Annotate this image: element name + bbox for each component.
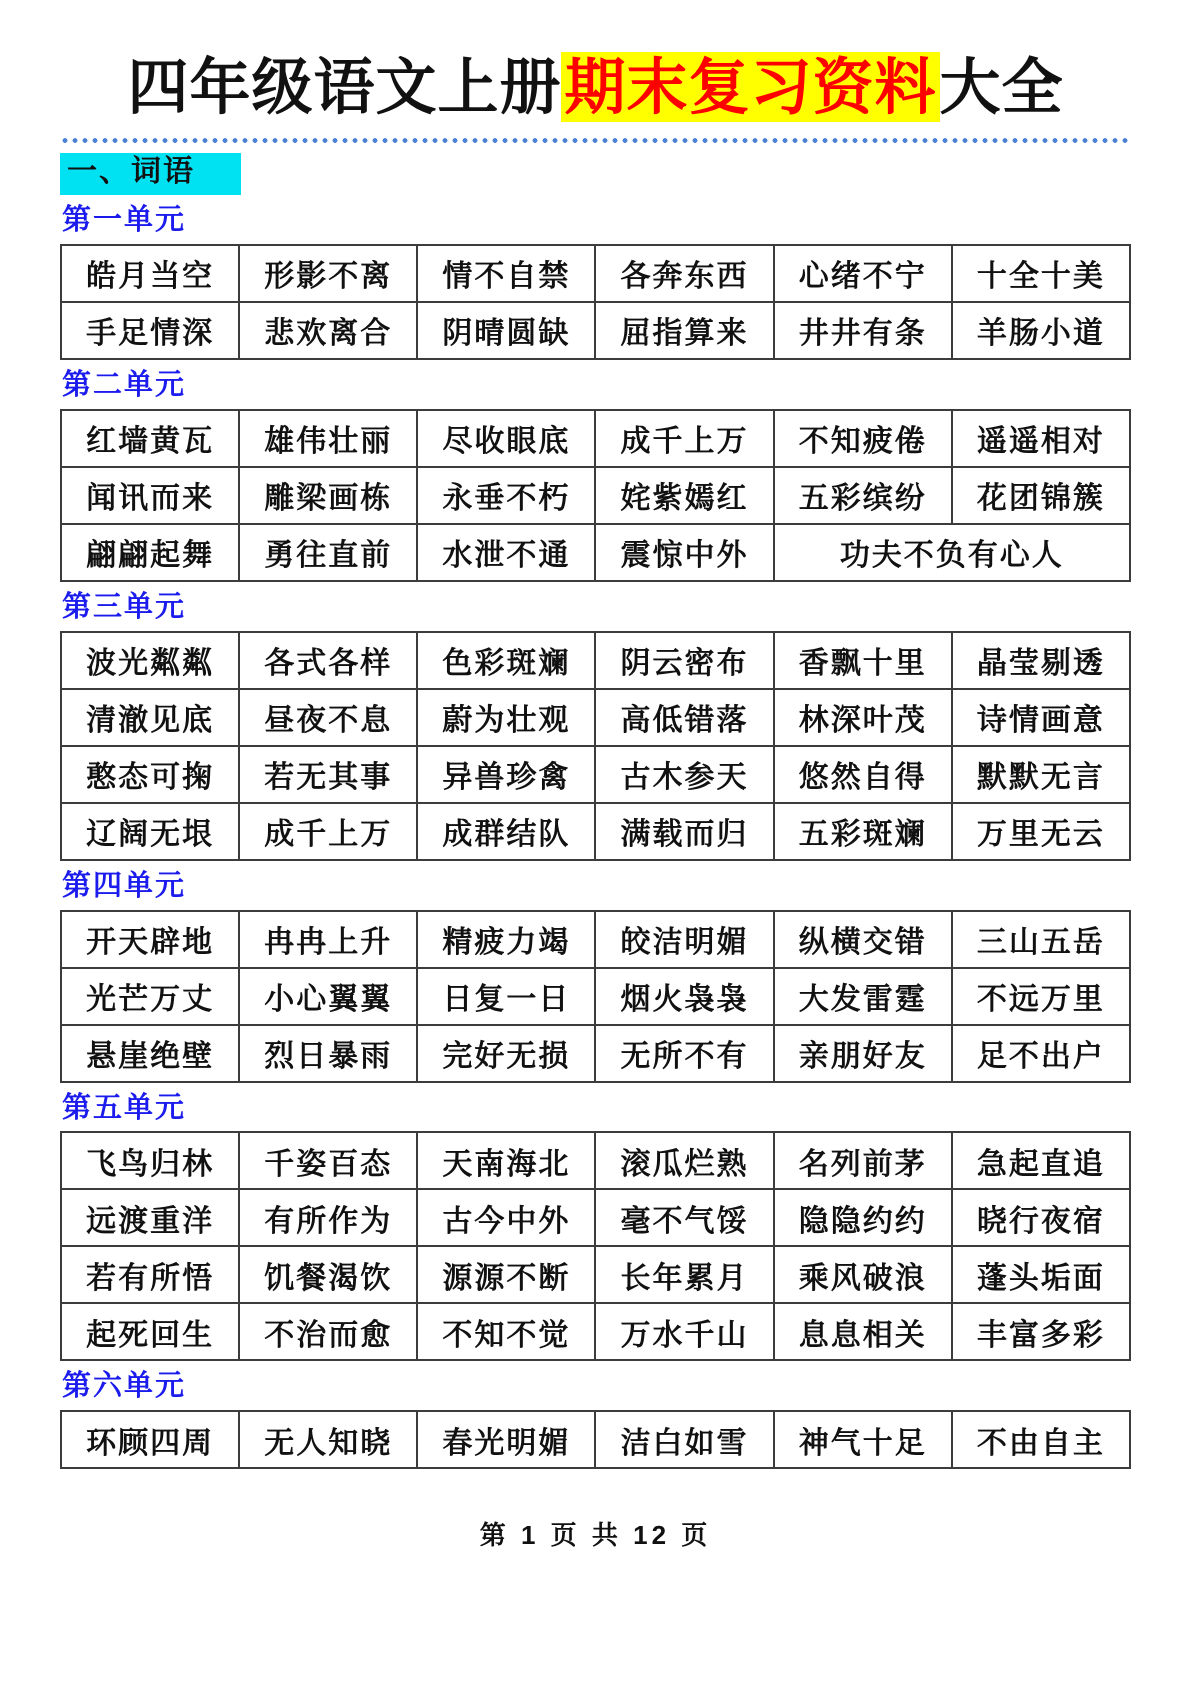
word-cell: 烈日暴雨 — [239, 1025, 417, 1082]
table-row — [61, 245, 1130, 302]
table-row — [61, 524, 1130, 581]
table-row — [61, 689, 1130, 746]
word-table — [60, 910, 1131, 1083]
word-cell: 林深叶茂 — [774, 689, 952, 746]
word-cell: 光芒万丈 — [61, 968, 239, 1025]
table-row — [61, 632, 1130, 689]
word-table — [60, 244, 1131, 360]
table-row — [61, 968, 1130, 1025]
word-cell: 若有所悟 — [61, 1246, 239, 1303]
word-cell: 满载而归 — [595, 803, 773, 860]
word-cell: 闻讯而来 — [61, 467, 239, 524]
word-cell: 冉冉上升 — [239, 911, 417, 968]
word-cell: 有所作为 — [239, 1189, 417, 1246]
word-cell: 急起直追 — [952, 1132, 1130, 1189]
table-row — [61, 911, 1130, 968]
word-cell: 花团锦簇 — [952, 467, 1130, 524]
table-row — [61, 1411, 1130, 1468]
word-cell: 默默无言 — [952, 746, 1130, 803]
unit-heading: 第六单元 — [62, 1370, 187, 1403]
word-cell: 不治而愈 — [239, 1303, 417, 1360]
word-cell: 阴云密布 — [595, 632, 773, 689]
unit-heading: 第三单元 — [62, 590, 187, 623]
table-row — [61, 803, 1130, 860]
word-cell: 情不自禁 — [417, 245, 595, 302]
word-cell: 长年累月 — [595, 1246, 773, 1303]
word-cell: 三山五岳 — [952, 911, 1130, 968]
word-cell: 悠然自得 — [774, 746, 952, 803]
word-cell: 震惊中外 — [595, 524, 773, 581]
word-cell: 水泄不通 — [417, 524, 595, 581]
word-cell: 远渡重洋 — [61, 1189, 239, 1246]
word-cell: 日复一日 — [417, 968, 595, 1025]
word-cell: 手足情深 — [61, 302, 239, 359]
word-cell: 隐隐约约 — [774, 1189, 952, 1246]
word-cell: 饥餐渴饮 — [239, 1246, 417, 1303]
table-row — [61, 1246, 1130, 1303]
word-cell: 异兽珍禽 — [417, 746, 595, 803]
word-table — [60, 409, 1131, 582]
word-cell: 不知不觉 — [417, 1303, 595, 1360]
word-table — [60, 1131, 1131, 1361]
word-cell: 晶莹剔透 — [952, 632, 1130, 689]
title-highlight: 期末复习资料 — [561, 52, 939, 122]
word-cell: 阴晴圆缺 — [417, 302, 595, 359]
word-cell: 息息相关 — [774, 1303, 952, 1360]
unit-heading: 第一单元 — [62, 203, 187, 236]
word-cell: 烟火袅袅 — [595, 968, 773, 1025]
word-cell: 起死回生 — [61, 1303, 239, 1360]
word-cell: 成千上万 — [239, 803, 417, 860]
word-cell: 环顾四周 — [61, 1411, 239, 1468]
word-cell: 成千上万 — [595, 410, 773, 467]
word-cell: 十全十美 — [952, 245, 1130, 302]
word-cell: 纵横交错 — [774, 911, 952, 968]
word-cell: 功夫不负有心人 — [774, 524, 1130, 581]
word-cell: 不知疲倦 — [774, 410, 952, 467]
unit-heading: 第四单元 — [62, 869, 187, 902]
word-cell: 精疲力竭 — [417, 911, 595, 968]
title-suffix: 大全 — [939, 53, 1064, 121]
table-row — [61, 1132, 1130, 1189]
word-cell: 不远万里 — [952, 968, 1130, 1025]
word-cell: 开天辟地 — [61, 911, 239, 968]
word-cell: 清澈见底 — [61, 689, 239, 746]
word-cell: 足不出户 — [952, 1025, 1130, 1082]
word-cell: 皎洁明媚 — [595, 911, 773, 968]
word-cell: 心绪不宁 — [774, 245, 952, 302]
word-cell: 翩翩起舞 — [61, 524, 239, 581]
word-cell: 千姿百态 — [239, 1132, 417, 1189]
word-cell: 香飘十里 — [774, 632, 952, 689]
word-cell: 辽阔无垠 — [61, 803, 239, 860]
word-cell: 无人知晓 — [239, 1411, 417, 1468]
table-row — [61, 1303, 1130, 1360]
title-prefix: 四年级语文上册 — [127, 53, 562, 121]
table-row — [61, 1189, 1130, 1246]
word-cell: 井井有条 — [774, 302, 952, 359]
word-cell: 乘风破浪 — [774, 1246, 952, 1303]
table-row — [61, 467, 1130, 524]
word-cell: 古木参天 — [595, 746, 773, 803]
table-row — [61, 746, 1130, 803]
section-heading-wrap — [60, 144, 1131, 195]
word-cell: 无所不有 — [595, 1025, 773, 1082]
word-cell: 春光明媚 — [417, 1411, 595, 1468]
word-cell: 万水千山 — [595, 1303, 773, 1360]
section-heading: 一、词语 — [60, 153, 241, 195]
page-number-footer: 第 1 页 共 12 页 — [479, 1520, 712, 1551]
word-cell: 飞鸟归林 — [61, 1132, 239, 1189]
word-cell: 古今中外 — [417, 1189, 595, 1246]
word-cell: 勇往直前 — [239, 524, 417, 581]
word-cell: 蓬头垢面 — [952, 1246, 1130, 1303]
word-cell: 神气十足 — [774, 1411, 952, 1468]
word-cell: 羊肠小道 — [952, 302, 1130, 359]
word-cell: 成群结队 — [417, 803, 595, 860]
word-cell: 悲欢离合 — [239, 302, 417, 359]
word-table — [60, 631, 1131, 861]
word-cell: 蔚为壮观 — [417, 689, 595, 746]
word-cell: 雄伟壮丽 — [239, 410, 417, 467]
word-cell: 尽收眼底 — [417, 410, 595, 467]
word-cell: 小心翼翼 — [239, 968, 417, 1025]
word-cell: 姹紫嫣红 — [595, 467, 773, 524]
word-cell: 皓月当空 — [61, 245, 239, 302]
unit-heading: 第二单元 — [62, 368, 187, 401]
units-container — [60, 205, 1131, 1469]
word-cell: 红墙黄瓦 — [61, 410, 239, 467]
word-cell: 洁白如雪 — [595, 1411, 773, 1468]
word-cell: 丰富多彩 — [952, 1303, 1130, 1360]
word-cell: 色彩斑斓 — [417, 632, 595, 689]
word-cell: 完好无损 — [417, 1025, 595, 1082]
word-cell: 高低错落 — [595, 689, 773, 746]
word-cell: 悬崖绝壁 — [61, 1025, 239, 1082]
dotted-divider — [60, 137, 1131, 144]
word-cell: 形影不离 — [239, 245, 417, 302]
word-cell: 名列前茅 — [774, 1132, 952, 1189]
word-cell: 源源不断 — [417, 1246, 595, 1303]
word-cell: 波光粼粼 — [61, 632, 239, 689]
word-cell: 不由自主 — [952, 1411, 1130, 1468]
word-cell: 亲朋好友 — [774, 1025, 952, 1082]
word-cell: 屈指算来 — [595, 302, 773, 359]
word-cell: 万里无云 — [952, 803, 1130, 860]
page-title — [60, 52, 1131, 124]
word-cell: 五彩斑斓 — [774, 803, 952, 860]
word-cell: 大发雷霆 — [774, 968, 952, 1025]
word-cell: 若无其事 — [239, 746, 417, 803]
table-row — [61, 410, 1130, 467]
table-row — [61, 1025, 1130, 1082]
word-cell: 各式各样 — [239, 632, 417, 689]
word-cell: 五彩缤纷 — [774, 467, 952, 524]
word-table — [60, 1410, 1131, 1469]
table-row — [61, 302, 1130, 359]
word-cell: 雕梁画栋 — [239, 467, 417, 524]
word-cell: 诗情画意 — [952, 689, 1130, 746]
unit-heading: 第五单元 — [62, 1091, 187, 1124]
word-cell: 昼夜不息 — [239, 689, 417, 746]
word-cell: 天南海北 — [417, 1132, 595, 1189]
word-cell: 晓行夜宿 — [952, 1189, 1130, 1246]
word-cell: 遥遥相对 — [952, 410, 1130, 467]
word-cell: 各奔东西 — [595, 245, 773, 302]
word-cell: 毫不气馁 — [595, 1189, 773, 1246]
word-cell: 憨态可掬 — [61, 746, 239, 803]
word-cell: 滚瓜烂熟 — [595, 1132, 773, 1189]
word-cell: 永垂不朽 — [417, 467, 595, 524]
